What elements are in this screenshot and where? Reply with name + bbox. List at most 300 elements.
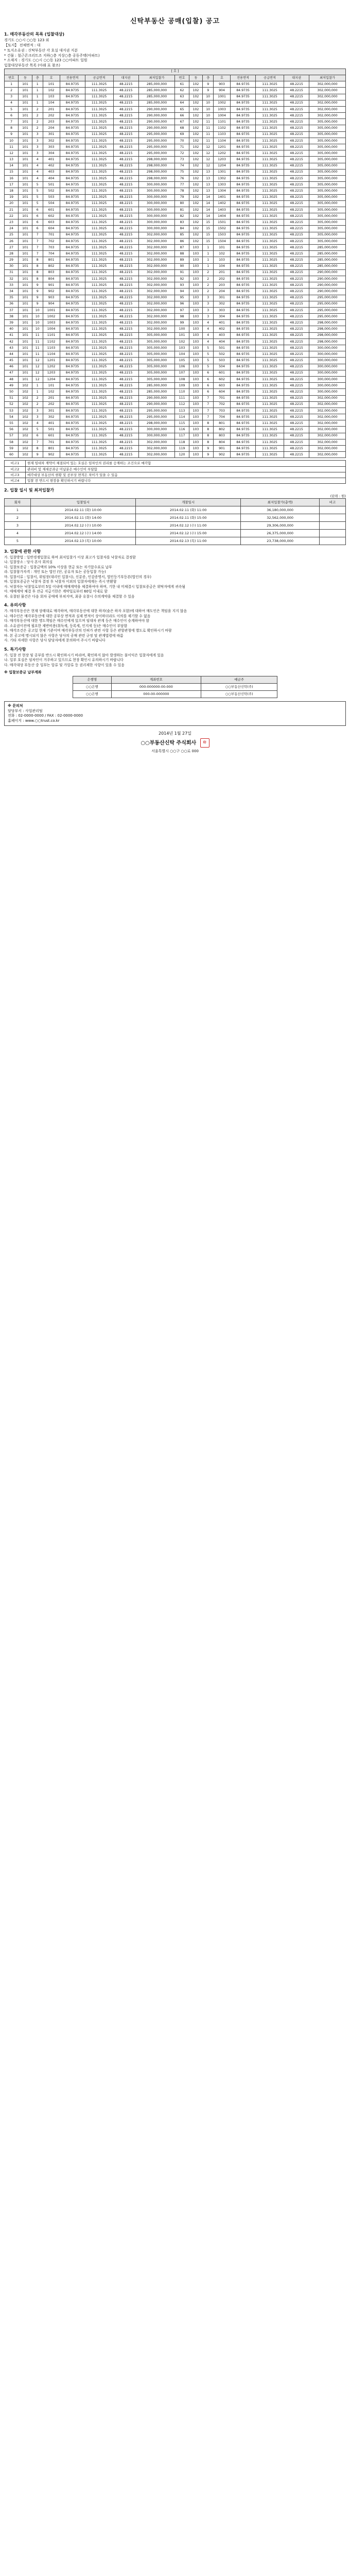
table-cell: 305,000,000: [309, 213, 346, 219]
table-cell: 9: [203, 452, 214, 458]
bank-row: [73, 690, 277, 698]
table-cell: 84.9735: [231, 88, 256, 94]
table-cell: 201: [43, 106, 60, 112]
table-cell: 298,000,000: [309, 326, 346, 332]
table-cell: 13: [203, 175, 214, 181]
table-cell: 801: [43, 257, 60, 263]
table-cell: 84.9735: [231, 439, 256, 445]
schedule-header-cell: 비고: [320, 499, 346, 506]
table-cell: 48.2215: [284, 320, 309, 326]
schedule-header-cell: 최저입찰가(총액): [241, 499, 320, 506]
table-cell: 285,000,000: [309, 245, 346, 251]
table-cell: 301: [43, 131, 60, 138]
table-cell: 101: [43, 81, 60, 88]
section4-para: 사. 기타 자세한 사항은 당사 담당자에게 문의하여 주시기 바랍니다: [4, 638, 106, 643]
table-cell: 111.3025: [85, 389, 113, 395]
table-cell: 53: [5, 408, 19, 414]
table-cell: 302: [43, 414, 60, 420]
section4-body: [4, 609, 346, 642]
table-cell: 84.9735: [231, 332, 256, 338]
table-cell: 1304: [213, 188, 230, 194]
table-cell: 8: [32, 276, 43, 282]
table-row: [5, 144, 346, 150]
table-cell: 1204: [43, 376, 60, 382]
table-cell: 84.9735: [60, 182, 85, 188]
table-cell: 305,000,000: [309, 182, 346, 188]
legend-text: 입찰 전 반드시 현장을 확인하시기 바랍니다: [26, 478, 346, 483]
table-cell: 14: [5, 163, 19, 169]
table-cell: 290,000,000: [309, 269, 346, 276]
table-cell: 101: [19, 358, 32, 364]
table-cell: 101: [19, 219, 32, 226]
table-cell: 102: [189, 125, 203, 131]
table-header-row: [5, 75, 346, 81]
table-cell: 14: [203, 194, 214, 200]
table-row: [5, 81, 346, 88]
table-cell: 111.3025: [255, 276, 284, 282]
table-cell: 302,000,000: [138, 238, 175, 244]
table-cell: 33: [5, 282, 19, 289]
table-cell: 290,000,000: [138, 395, 175, 401]
table-cell: 111.3025: [85, 289, 113, 295]
table-cell: 111.3025: [85, 345, 113, 351]
table-cell: 305,000,000: [309, 226, 346, 232]
schedule-cell: 2014.02.12 (수) 14:00: [30, 530, 135, 537]
table-cell: 111.3025: [255, 232, 284, 238]
table-cell: 295,000,000: [138, 131, 175, 138]
table-cell: 48.2215: [284, 94, 309, 100]
table-cell: 302,000,000: [138, 232, 175, 238]
table-cell: 48.2215: [113, 295, 138, 301]
table-cell: 111.3025: [255, 389, 284, 395]
table-cell: 13: [5, 157, 19, 163]
table-cell: 6: [203, 383, 214, 389]
section5-para: 다. 매각대상 부동산 중 일부는 압류 및 가압류 등 권리제한 사항이 있을 수 있음: [4, 663, 125, 667]
table-cell: 29: [5, 257, 19, 263]
table-cell: 111.3025: [255, 88, 284, 94]
table-cell: 305,000,000: [309, 157, 346, 163]
table-cell: 302,000,000: [138, 446, 175, 452]
table-cell: 101: [19, 345, 32, 351]
table-cell: 48.2215: [113, 452, 138, 458]
table-cell: 12: [203, 163, 214, 169]
table-cell: 7: [32, 251, 43, 257]
table-cell: 52: [5, 401, 19, 408]
table-cell: 11: [203, 138, 214, 144]
table-cell: 48.2215: [284, 226, 309, 232]
table-cell: 32: [5, 276, 19, 282]
table-cell: 3: [5, 94, 19, 100]
table-cell: 300,000,000: [309, 383, 346, 389]
table-cell: 3: [203, 301, 214, 307]
table-cell: 10: [203, 113, 214, 119]
section4-para: 가. 매각부동산은 현재 상태대로 매각하며, 매각부동산에 대한 하자(숨은 하자 포함)에 대하여 매도인은 책임을 지지 않음: [4, 609, 187, 614]
table-cell: 84.9735: [60, 131, 85, 138]
schedule-row: [5, 506, 346, 514]
table-cell: 84.9735: [60, 433, 85, 439]
table-cell: 4: [32, 163, 43, 169]
table-cell: 102: [189, 238, 203, 244]
table-cell: 102: [19, 446, 32, 452]
table-cell: 7: [203, 401, 214, 408]
table-cell: 101: [19, 175, 32, 181]
table-cell: 48.2215: [113, 100, 138, 106]
table-cell: 101: [19, 295, 32, 301]
table-cell: 302,000,000: [309, 414, 346, 420]
table-cell: 9: [32, 282, 43, 289]
table-cell: 82: [175, 213, 189, 219]
table-cell: 300,000,000: [309, 376, 346, 382]
table-cell: 300,000,000: [138, 188, 175, 194]
table-cell: 305,000,000: [138, 364, 175, 370]
table-cell: 101: [19, 238, 32, 244]
table-cell: 84.9735: [60, 282, 85, 289]
table-cell: 111.3025: [255, 370, 284, 376]
table-cell: 48.2215: [113, 320, 138, 326]
table-cell: 300,000,000: [138, 427, 175, 433]
property-line: * 토지소유권 : 신탁부동산 각 호실 대지권 지분: [4, 48, 78, 53]
table-cell: 84.9735: [60, 320, 85, 326]
table-cell: 302,000,000: [138, 326, 175, 332]
table-cell: 48.2215: [284, 257, 309, 263]
table-cell: 84.9735: [60, 307, 85, 313]
table-cell: 111.3025: [85, 251, 113, 257]
table-cell: 103: [189, 414, 203, 420]
schedule-cell: 5: [5, 537, 31, 545]
table-cell: 84.9735: [60, 245, 85, 251]
table-cell: 5: [5, 106, 19, 112]
table-cell: 801: [43, 446, 60, 452]
table-header-cell: 층: [203, 75, 214, 81]
table-cell: 48.2215: [284, 364, 309, 370]
legend-key: 비고1: [5, 461, 26, 466]
table-cell: 1002: [213, 100, 230, 106]
table-cell: 48.2215: [113, 383, 138, 389]
table-cell: 103: [189, 370, 203, 376]
table-cell: 1503: [213, 232, 230, 238]
table-cell: 7: [32, 245, 43, 251]
table-cell: 118: [175, 439, 189, 445]
table-cell: 48.2215: [113, 301, 138, 307]
table-cell: 103: [189, 446, 203, 452]
footer-address: 서울특별시 ○○구 ○○로 000: [151, 749, 199, 753]
table-cell: 111.3025: [255, 320, 284, 326]
table-cell: 111.3025: [85, 420, 113, 427]
table-cell: 48.2215: [284, 370, 309, 376]
table-cell: 48.2215: [113, 245, 138, 251]
table-cell: 111.3025: [85, 226, 113, 232]
table-cell: 103: [189, 282, 203, 289]
table-cell: 84.9735: [231, 232, 256, 238]
table-cell: 48.2215: [113, 232, 138, 238]
table-cell: 48.2215: [113, 226, 138, 232]
table-cell: 84.9735: [60, 100, 85, 106]
table-cell: 28: [5, 251, 19, 257]
table-cell: 3: [32, 150, 43, 157]
section4-para: 라. 소유권이전에 필요한 제반비용(취득세, 등록세, 인지세 등)은 매수인이 부담함: [4, 623, 128, 628]
table-cell: 1201: [213, 144, 230, 150]
table-row: [5, 332, 346, 338]
table-cell: 84.9735: [231, 94, 256, 100]
table-cell: 84.9735: [231, 433, 256, 439]
table-cell: 84.9735: [60, 345, 85, 351]
table-cell: 1102: [213, 125, 230, 131]
table-cell: 84.9735: [60, 446, 85, 452]
table-cell: 102: [189, 182, 203, 188]
schedule-cell: 2014.02.13 (목) 11:00: [136, 537, 241, 545]
table-cell: 111.3025: [85, 100, 113, 106]
table-cell: 102: [189, 119, 203, 125]
table-cell: 101: [19, 188, 32, 194]
table-cell: 501: [213, 345, 230, 351]
table-cell: 84.9735: [60, 213, 85, 219]
section5-title: 5. 특기사항: [4, 647, 26, 652]
table-cell: 305,000,000: [309, 144, 346, 150]
table-cell: 111.3025: [85, 175, 113, 181]
table-cell: 1003: [43, 320, 60, 326]
table-row: [5, 88, 346, 94]
table-cell: 103: [189, 326, 203, 332]
section4-title: 4. 유의사항: [4, 603, 26, 608]
table-row: [5, 446, 346, 452]
table-row: [5, 269, 346, 276]
table-cell: 3: [203, 295, 214, 301]
contact-line: 담당부서 : 사업관리팀: [8, 708, 43, 713]
table-cell: 111.3025: [255, 144, 284, 150]
table-cell: 703: [43, 245, 60, 251]
table-cell: 111.3025: [85, 401, 113, 408]
table-cell: 48.2215: [284, 169, 309, 175]
property-lines: [4, 38, 346, 68]
table-cell: 84.9735: [231, 125, 256, 131]
table-cell: 204: [43, 125, 60, 131]
table-cell: 3: [32, 144, 43, 150]
table-cell: 90: [175, 263, 189, 269]
schedule-row: [5, 530, 346, 537]
table-cell: 11: [203, 131, 214, 138]
table-cell: 111.3025: [255, 358, 284, 364]
table-cell: 302: [43, 138, 60, 144]
table-cell: 102: [189, 213, 203, 219]
table-cell: 102: [189, 163, 203, 169]
table-cell: 111.3025: [255, 119, 284, 125]
schedule-cell: 36,180,000,000: [241, 506, 320, 514]
table-cell: 95: [175, 295, 189, 301]
schedule-cell: 2014.02.11 (화) 11:00: [136, 506, 241, 514]
table-cell: 15: [203, 238, 214, 244]
table-row: [5, 106, 346, 112]
table-cell: 12: [203, 144, 214, 150]
table-cell: 1001: [43, 307, 60, 313]
table-cell: 101: [175, 332, 189, 338]
table-row: [5, 157, 346, 163]
table-cell: 3: [32, 138, 43, 144]
table-cell: 84.9735: [231, 427, 256, 433]
table-cell: 101: [19, 338, 32, 345]
table-cell: 2: [32, 113, 43, 119]
table-cell: 101: [19, 138, 32, 144]
table-cell: 111.3025: [255, 263, 284, 269]
table-cell: 1002: [43, 314, 60, 320]
table-cell: 101: [19, 163, 32, 169]
section3-para: 바. 입찰보증금은 낙찰자 결정 후 낙찰자 이외의 입찰자에게는 즉시 반환함: [4, 580, 117, 584]
schedule-cell: 2: [5, 514, 31, 522]
property-line: 【토지】 전체면적 : 대: [4, 43, 41, 47]
table-cell: 5: [203, 351, 214, 358]
table-cell: 502: [43, 188, 60, 194]
table-cell: 305,000,000: [309, 169, 346, 175]
table-cell: 103: [189, 452, 203, 458]
table-cell: 103: [189, 376, 203, 382]
table-header-cell: 호: [43, 75, 60, 81]
table-cell: 302,000,000: [309, 113, 346, 119]
table-cell: 103: [189, 245, 203, 251]
table-cell: 702: [43, 238, 60, 244]
table-cell: 1202: [43, 364, 60, 370]
table-cell: 84.9735: [60, 358, 85, 364]
table-cell: 48.2215: [113, 289, 138, 295]
table-cell: 48.2215: [284, 414, 309, 420]
table-cell: 101: [19, 119, 32, 125]
table-cell: 602: [213, 376, 230, 382]
table-cell: 84.9735: [231, 376, 256, 382]
schedule-cell: [320, 506, 346, 514]
table-cell: 48.2215: [284, 182, 309, 188]
table-cell: 84.9735: [231, 269, 256, 276]
table-cell: 111.3025: [85, 427, 113, 433]
table-cell: 2: [32, 119, 43, 125]
table-cell: 2: [203, 289, 214, 295]
table-cell: 704: [213, 414, 230, 420]
table-cell: 902: [43, 452, 60, 458]
table-cell: 48.2215: [113, 326, 138, 332]
table-cell: 300,000,000: [309, 345, 346, 351]
table-cell: 295,000,000: [309, 301, 346, 307]
table-cell: 402: [43, 163, 60, 169]
table-cell: 111.3025: [255, 81, 284, 88]
table-cell: 48.2215: [284, 207, 309, 213]
table-cell: 101: [19, 326, 32, 332]
table-cell: 84.9735: [60, 106, 85, 112]
table-cell: 101: [43, 383, 60, 389]
table-cell: 103: [189, 263, 203, 269]
table-cell: 602: [43, 213, 60, 219]
table-cell: 804: [213, 439, 230, 445]
table-cell: 103: [189, 289, 203, 295]
table-cell: 4: [32, 420, 43, 427]
table-cell: 302,000,000: [138, 295, 175, 301]
table-cell: 302,000,000: [309, 106, 346, 112]
table-cell: 48.2215: [113, 314, 138, 320]
table-header-cell: 공급면적: [255, 75, 284, 81]
table-cell: 45: [5, 358, 19, 364]
table-cell: 84.9735: [231, 207, 256, 213]
table-cell: 84.9735: [231, 420, 256, 427]
table-cell: 48.2215: [113, 358, 138, 364]
table-cell: 102: [189, 219, 203, 226]
table-row: [5, 452, 346, 458]
table-row: [5, 169, 346, 175]
table-cell: 901: [213, 446, 230, 452]
table-cell: 6: [5, 113, 19, 119]
table-cell: 305,000,000: [309, 232, 346, 238]
table-cell: 404: [213, 338, 230, 345]
table-cell: 84.9735: [231, 364, 256, 370]
table-cell: 48.2215: [284, 106, 309, 112]
table-cell: 10: [203, 100, 214, 106]
table-cell: 103: [189, 351, 203, 358]
table-cell: 84.9735: [60, 376, 85, 382]
table-cell: 3: [203, 307, 214, 313]
table-cell: 48.2215: [113, 427, 138, 433]
table-cell: 48.2215: [113, 439, 138, 445]
table-cell: 14: [203, 213, 214, 219]
schedule-cell: [320, 537, 346, 545]
table-cell: 31: [5, 269, 19, 276]
table-cell: 111.3025: [85, 414, 113, 420]
table-cell: 84.9735: [231, 169, 256, 175]
table-cell: 5: [203, 364, 214, 370]
table-cell: 10: [203, 94, 214, 100]
table-cell: 89: [175, 257, 189, 263]
table-cell: 48.2215: [284, 395, 309, 401]
table-row: [5, 295, 346, 301]
table-cell: 98: [175, 314, 189, 320]
table-cell: 403: [213, 332, 230, 338]
table-cell: 1203: [43, 370, 60, 376]
table-cell: 4: [203, 320, 214, 326]
table-cell: 302,000,000: [309, 401, 346, 408]
table-cell: 59: [5, 446, 19, 452]
table-cell: 1302: [213, 175, 230, 181]
table-cell: 101: [19, 276, 32, 282]
table-cell: 110: [175, 389, 189, 395]
table-cell: 48.2215: [113, 364, 138, 370]
table-cell: 48.2215: [284, 358, 309, 364]
money-unit: (단위 : 원): [330, 494, 346, 498]
table-cell: 101: [19, 150, 32, 157]
table-cell: 48.2215: [284, 125, 309, 131]
table-cell: 302,000,000: [309, 395, 346, 401]
table-cell: 48.2215: [284, 157, 309, 163]
table-cell: 84.9735: [60, 144, 85, 150]
table-cell: 4: [203, 338, 214, 345]
table-cell: 300,000,000: [138, 213, 175, 219]
table-cell: 401: [43, 420, 60, 427]
table-cell: 66: [175, 113, 189, 119]
table-cell: 101: [19, 263, 32, 269]
table-cell: 113: [175, 408, 189, 414]
table-cell: 102: [189, 138, 203, 144]
table-cell: 84.9735: [231, 81, 256, 88]
table-cell: 103: [189, 358, 203, 364]
table-cell: 305,000,000: [309, 119, 346, 125]
table-cell: 84.9735: [60, 138, 85, 144]
table-cell: 102: [189, 200, 203, 207]
table-cell: 101: [19, 332, 32, 338]
table-cell: 48.2215: [284, 289, 309, 295]
table-cell: 40: [5, 326, 19, 332]
table-cell: 48.2215: [113, 276, 138, 282]
table-cell: 302,000,000: [138, 452, 175, 458]
table-cell: 111.3025: [85, 213, 113, 219]
table-cell: 101: [19, 289, 32, 295]
table-cell: 305,000,000: [138, 358, 175, 364]
table-cell: 5: [203, 358, 214, 364]
table-cell: 49: [5, 383, 19, 389]
table-cell: 102: [189, 175, 203, 181]
schedule-header-cell: 회차: [5, 499, 31, 506]
